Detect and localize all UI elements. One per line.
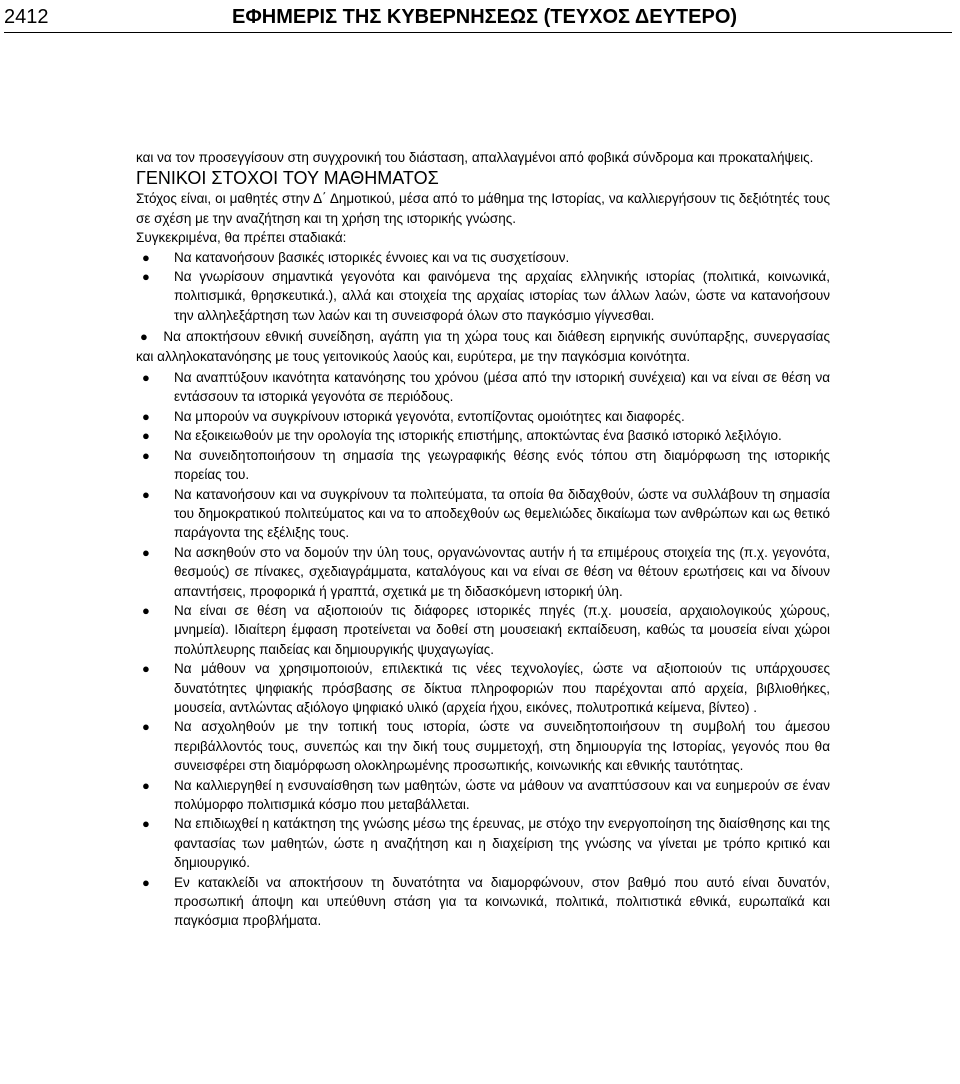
header-divider: [4, 32, 952, 33]
objectives-list: [136, 248, 830, 931]
list-item: ● Να συνειδητοποιήσουν τη σημασία της γεωγραφικής θέσης ενός τόπου στη διαμόρφωση της ιστορικής πορείας του.: [142, 447, 830, 483]
bullet-icon: ●: [142, 816, 150, 832]
bullet-icon: ●: [142, 269, 150, 285]
section-heading: ΓΕΝΙΚΟΙ ΣΤΟΧΟΙ ΤΟΥ ΜΑΘΗΜΑΤΟΣ: [136, 168, 439, 189]
list-item: ● Να γνωρίσουν σημαντικά γεγονότα και φαινόμενα της αρχαίας ελληνικής ιστορίας (πολιτικά, κοινωνικά, πολιτισμικά, θρησκευτικά.), αλλά και στοιχεία της αρχαίας ιστορίας των άλλων λαών, ώστε να κατανοήσουν την αλληλεξάρτηση των λαών και τη συνεισφορά όλων στο παγκόσμιο γίγνεσθαι.: [142, 269, 830, 323]
list-item: ● Εν κατακλείδι να αποκτήσουν τη δυνατότητα να διαμορφώνουν, στον βαθμό που αυτό είναι δυνατόν, προσωπική άποψη και υπεύθυνη στάση για τα κοινωνικά, πολιτικά, πολιτιστικά εθνικά, ευρωπαϊκά και παγκόσμια προβλήματα.: [142, 874, 830, 929]
list-item: ● Να καλλιεργηθεί η ενσυναίσθηση των μαθητών, ώστε να μάθουν να αναπτύσσουν και να ευημερούν σε έναν πολύμορφο πολιτισμικά κόσμο που μεταβάλλεται.: [142, 777, 830, 812]
document-body: [136, 148, 830, 931]
list-item: ● Να κατανοήσουν και να συγκρίνουν τα πολιτεύματα, τα οποία θα διδαχθούν, ώστε να συλλάβουν τη σημασία του δημοκρατικού πολιτεύματος και να το αποδεχθούν ως θεμελιώδες δικαίωμα των ανθρώπων και ως θετικό παράγοντα της εξέλιξης τους.: [142, 486, 830, 541]
page-header: [0, 0, 960, 32]
page-number: 2412: [4, 6, 49, 28]
list-item: ● Να ασχοληθούν με την τοπική τους ιστορία, ώστε να συνειδητοποιήσουν τη συμβολή του άμεσου περιβάλλοντός τους, συνεπώς και την δική τους συμμετοχή, στη δημιουργία της Ιστορίας, γεγονός που θα συνεισφέρει στη διαμόρφωση ολοκληρωμένης προσωπικής, κοινωνικής και εθνικής ταυτότητας.: [142, 719, 830, 774]
bullet-icon: ●: [142, 447, 150, 463]
list-item: ● Να μάθουν να χρησιμοποιούν, επιλεκτικά τις νέες τεχνολογίες, ώστε να αξιοποιούν τις υπάρχουσες δυνατότητες ψηφιακής πρόσβασης σε δίκτυα πληροφοριών που παρέχονται από αρχεία, βιβλιοθήκες, μουσεία, αντλώντας αξιόλογο ψηφιακό υλικό (αρχεία ήχου, εικόνες, πολυτροπικά κείμενα, βίντεο) .: [142, 661, 830, 715]
bullet-icon: ●: [142, 249, 150, 265]
bullet-icon: ●: [142, 428, 150, 444]
bullet-icon: ●: [142, 370, 150, 386]
bullet-icon: ●: [142, 408, 150, 424]
bullet-icon: ●: [140, 329, 150, 345]
continuation-paragraph: και να τον προσεγγίσουν στη συγχρονική του διάσταση, απαλλαγμένοι από φοβικά σύνδρομα και προκαταλήψεις.: [136, 150, 814, 165]
list-item: ● Να ασκηθούν στο να δομούν την ύλη τους, οργανώνοντας αυτήν ή τα επιμέρους στοιχεία της (π.χ. γεγονότα, θεσμούς) σε πίνακες, σχεδιαγράμματα, καταλόγους και να είναι σε θέση να θέτουν ερωτήσεις και να δίνουν απαντήσεις, προφορικά ή γραπτά, σχετικά με τη διδασκόμενη ιστορική ύλη.: [142, 544, 830, 599]
list-item: ● Να είναι σε θέση να αξιοποιούν τις διάφορες ιστορικές πηγές (π.χ. μουσεία, αρχαιολογικούς χώρους, μνημεία). Ιδιαίτερη έμφαση προτείνεται να δοθεί στη μουσειακή εκπαίδευση, καθώς τα μουσεία είναι χώροι πολύπλευρης παιδείας και δημιουργικής ψυχαγωγίας.: [142, 602, 830, 657]
bullet-icon: ●: [142, 486, 150, 502]
bullet-icon: ●: [142, 544, 150, 560]
list-item: ● Να μπορούν να συγκρίνουν ιστορικά γεγονότα, εντοπίζοντας ομοιότητες και διαφορές.: [136, 407, 830, 426]
bullet-icon: ●: [142, 874, 150, 890]
bullet-icon: ●: [142, 661, 150, 677]
list-item: ● Να αναπτύξουν ικανότητα κατανόησης του χρόνου (μέσα από την ιστορική συνέχεια) και να είναι σε θέση να εντάσσουν τα ιστορικά γεγονότα σε περιόδους.: [142, 370, 830, 405]
bullet-icon: ●: [142, 602, 150, 618]
list-item: ● Να αποκτήσουν εθνική συνείδηση, αγάπη για τη χώρα τους και διάθεση ειρηνικής συνύπαρξης, συνεργασίας και αλληλοκατανόησης με τους γειτονικούς λαούς και, ευρύτερα, με την παγκόσμια κοινότητα.: [136, 329, 830, 364]
list-item: ● Να επιδιωχθεί η κατάκτηση της γνώσης μέσω της έρευνας, με στόχο την ενεργοποίηση της διαίσθησης και της φαντασίας των μαθητών, ώστε η αναζήτηση και η διαχείριση της γνώσης να γίνεται με τρόπο κριτικό και δημιουργικό.: [142, 816, 830, 871]
list-item: ● Να εξοικειωθούν με την ορολογία της ιστορικής επιστήμης, αποκτώντας ένα βασικό ιστορικό λεξιλόγιο.: [136, 426, 830, 445]
bullet-icon: ●: [142, 777, 150, 793]
gazette-title: ΕΦΗΜΕΡΙΣ ΤΗΣ ΚΥΒΕΡΝΗΣΕΩΣ (ΤΕΥΧΟΣ ΔΕΥΤΕΡΟ): [232, 6, 738, 28]
bullet-icon: ●: [142, 719, 150, 735]
list-item: ● Να κατανοήσουν βασικές ιστορικές έννοιες και να τις συσχετίσουν.: [136, 248, 830, 267]
lead-sentence: Συγκεκριμένα, θα πρέπει σταδιακά:: [136, 230, 347, 246]
intro-paragraph: Στόχος είναι, οι μαθητές στην Δ΄ Δημοτικού, μέσα από το μάθημα της Ιστορίας, να καλλιεργήσουν τις δεξιότητές τους σε σχέση με την αναζήτηση και τη χρήση της ιστορικής γνώσης.: [136, 191, 830, 226]
